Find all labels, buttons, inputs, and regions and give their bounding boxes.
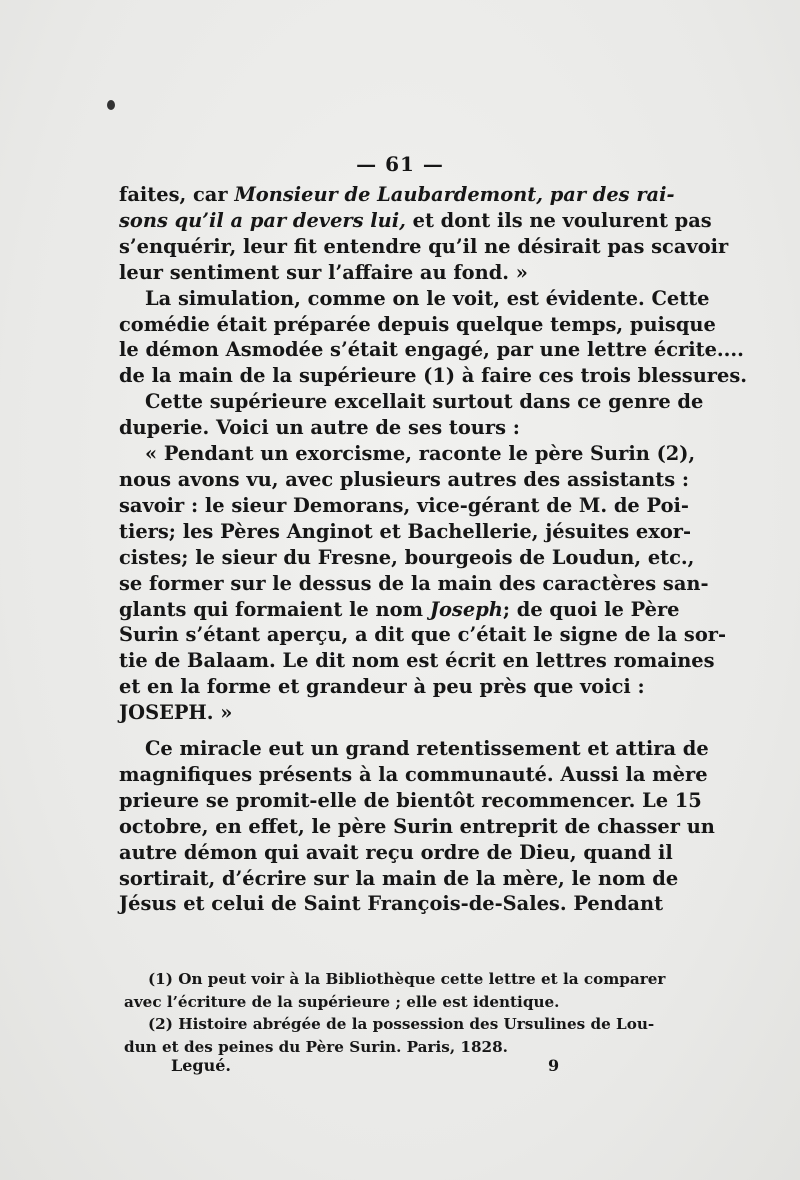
text-segment: se former sur le dessus de la main des caractères san- (119, 571, 709, 595)
text-segment: prieure se promit-elle de bientôt recommencer. Le 15 (119, 788, 702, 812)
text-line (119, 337, 744, 363)
text-segment: Cette supérieure excellait surtout dans ce genre de (145, 390, 704, 414)
text-segment: savoir : le sieur Demorans, vice-gérant de M. de Poi- (119, 493, 689, 517)
paragraph (119, 182, 729, 286)
text-line (119, 762, 708, 788)
footnote (124, 1013, 655, 1058)
text-segment: tiers; les Pères Anginot et Bachellerie, jésuites exor- (119, 519, 692, 543)
text-segment: glants qui formaient le nom (119, 597, 430, 621)
text-line (119, 441, 696, 467)
text-line (119, 208, 712, 234)
text-line (119, 234, 729, 260)
italic-text: Joseph (429, 597, 503, 621)
text-segment: octobre, en effet, le père Surin entreprit de chasser un (119, 814, 715, 838)
text-segment: et dont ils ne voulurent pas (405, 208, 712, 232)
text-segment: nous avons vu, avec plusieurs autres des assistants : (119, 467, 690, 491)
paragraph (119, 736, 715, 917)
text-segment: sortirait, d’écrire sur la main de la mère, le nom de (119, 866, 679, 890)
footnote-line: (2) Histoire abrégée de la possession des Ursulines de Lou- (148, 1015, 655, 1033)
italic-text: Monsieur de Laubardemont, par des rai- (234, 183, 675, 206)
text-line (119, 363, 748, 389)
paragraph (119, 441, 727, 726)
text-line (119, 519, 692, 545)
text-line (119, 622, 727, 648)
text-segment: comédie était préparée depuis quelque temps, puisque (119, 312, 716, 336)
signature-author: Legué. (171, 1056, 231, 1075)
ink-speck (107, 100, 115, 110)
italic-text: sons qu’il a par devers lui, (119, 208, 406, 232)
footnote-line: avec l’écriture de la supérieure ; elle est identique. (124, 992, 560, 1011)
footnote-line: (1) On peut voir à la Bibliothèque cette lettre et la comparer (148, 970, 666, 988)
footnote (124, 968, 666, 1013)
text-segment: Jésus et celui de Saint François-de-Sales. Pendant (119, 892, 664, 916)
text-line (119, 389, 704, 415)
page-number: — 61 — (356, 152, 444, 176)
text-line (119, 312, 716, 338)
text-line (119, 840, 673, 866)
text-line (119, 891, 664, 917)
text-segment: le démon Asmodée s’était engagé, par une lettre écrite.... (119, 338, 744, 362)
paragraph (119, 389, 704, 441)
text-segment: magnifiques présents à la communauté. Aussi la mère (119, 762, 708, 786)
text-segment: « Pendant un exorcisme, raconte le père Surin (2), (145, 442, 696, 466)
text-line (119, 866, 679, 892)
text-segment: JOSEPH. » (119, 701, 233, 725)
text-line (119, 545, 695, 571)
text-segment: s’enquérir, leur fit entendre qu’il ne désirait pas scavoir (119, 234, 729, 258)
text-segment: autre démon qui avait reçu ordre de Dieu, quand il (119, 840, 673, 864)
text-segment: leur sentiment sur l’affaire au fond. » (119, 260, 528, 284)
text-line (119, 788, 702, 814)
text-line (119, 648, 715, 674)
text-line (119, 736, 709, 762)
text-line (119, 182, 675, 208)
text-segment: de la main de la supérieure (1) à faire ces trois blessures. (119, 364, 748, 388)
text-segment: tie de Balaam. Le dit nom est écrit en lettres romaines (119, 649, 715, 673)
text-line (119, 674, 645, 700)
text-line (119, 814, 715, 840)
footnotes (124, 968, 666, 1058)
text-segment: duperie. Voici un autre de ses tours : (119, 416, 520, 440)
text-segment: La simulation, comme on le voit, est évidente. Cette (145, 286, 710, 310)
text-segment: faites, car (119, 183, 235, 206)
paragraph (119, 286, 748, 390)
text-line (119, 571, 709, 597)
text-line (119, 415, 622, 441)
footnote-line: dun et des peines du Père Surin. Paris, 1828. (124, 1037, 508, 1056)
text-segment: Ce miracle eut un grand retentissement et attira de (145, 737, 709, 761)
paragraph-gap (119, 726, 622, 736)
body-text (119, 182, 748, 917)
text-line (119, 286, 710, 312)
gathering-mark: 9 (548, 1056, 560, 1075)
text-line (119, 467, 690, 493)
text-line (119, 700, 622, 726)
text-segment: cistes; le sieur du Fresne, bourgeois de Loudun, etc., (119, 545, 695, 569)
text-segment: et en la forme et grandeur à peu près que voici : (119, 675, 645, 699)
text-line (119, 597, 680, 623)
text-segment: ; de quoi le Père (502, 597, 680, 621)
text-line (119, 260, 622, 286)
printer-signature (171, 1056, 571, 1075)
text-line (119, 493, 689, 519)
text-segment: Surin s’étant aperçu, a dit que c’était le signe de la sor- (119, 623, 727, 647)
